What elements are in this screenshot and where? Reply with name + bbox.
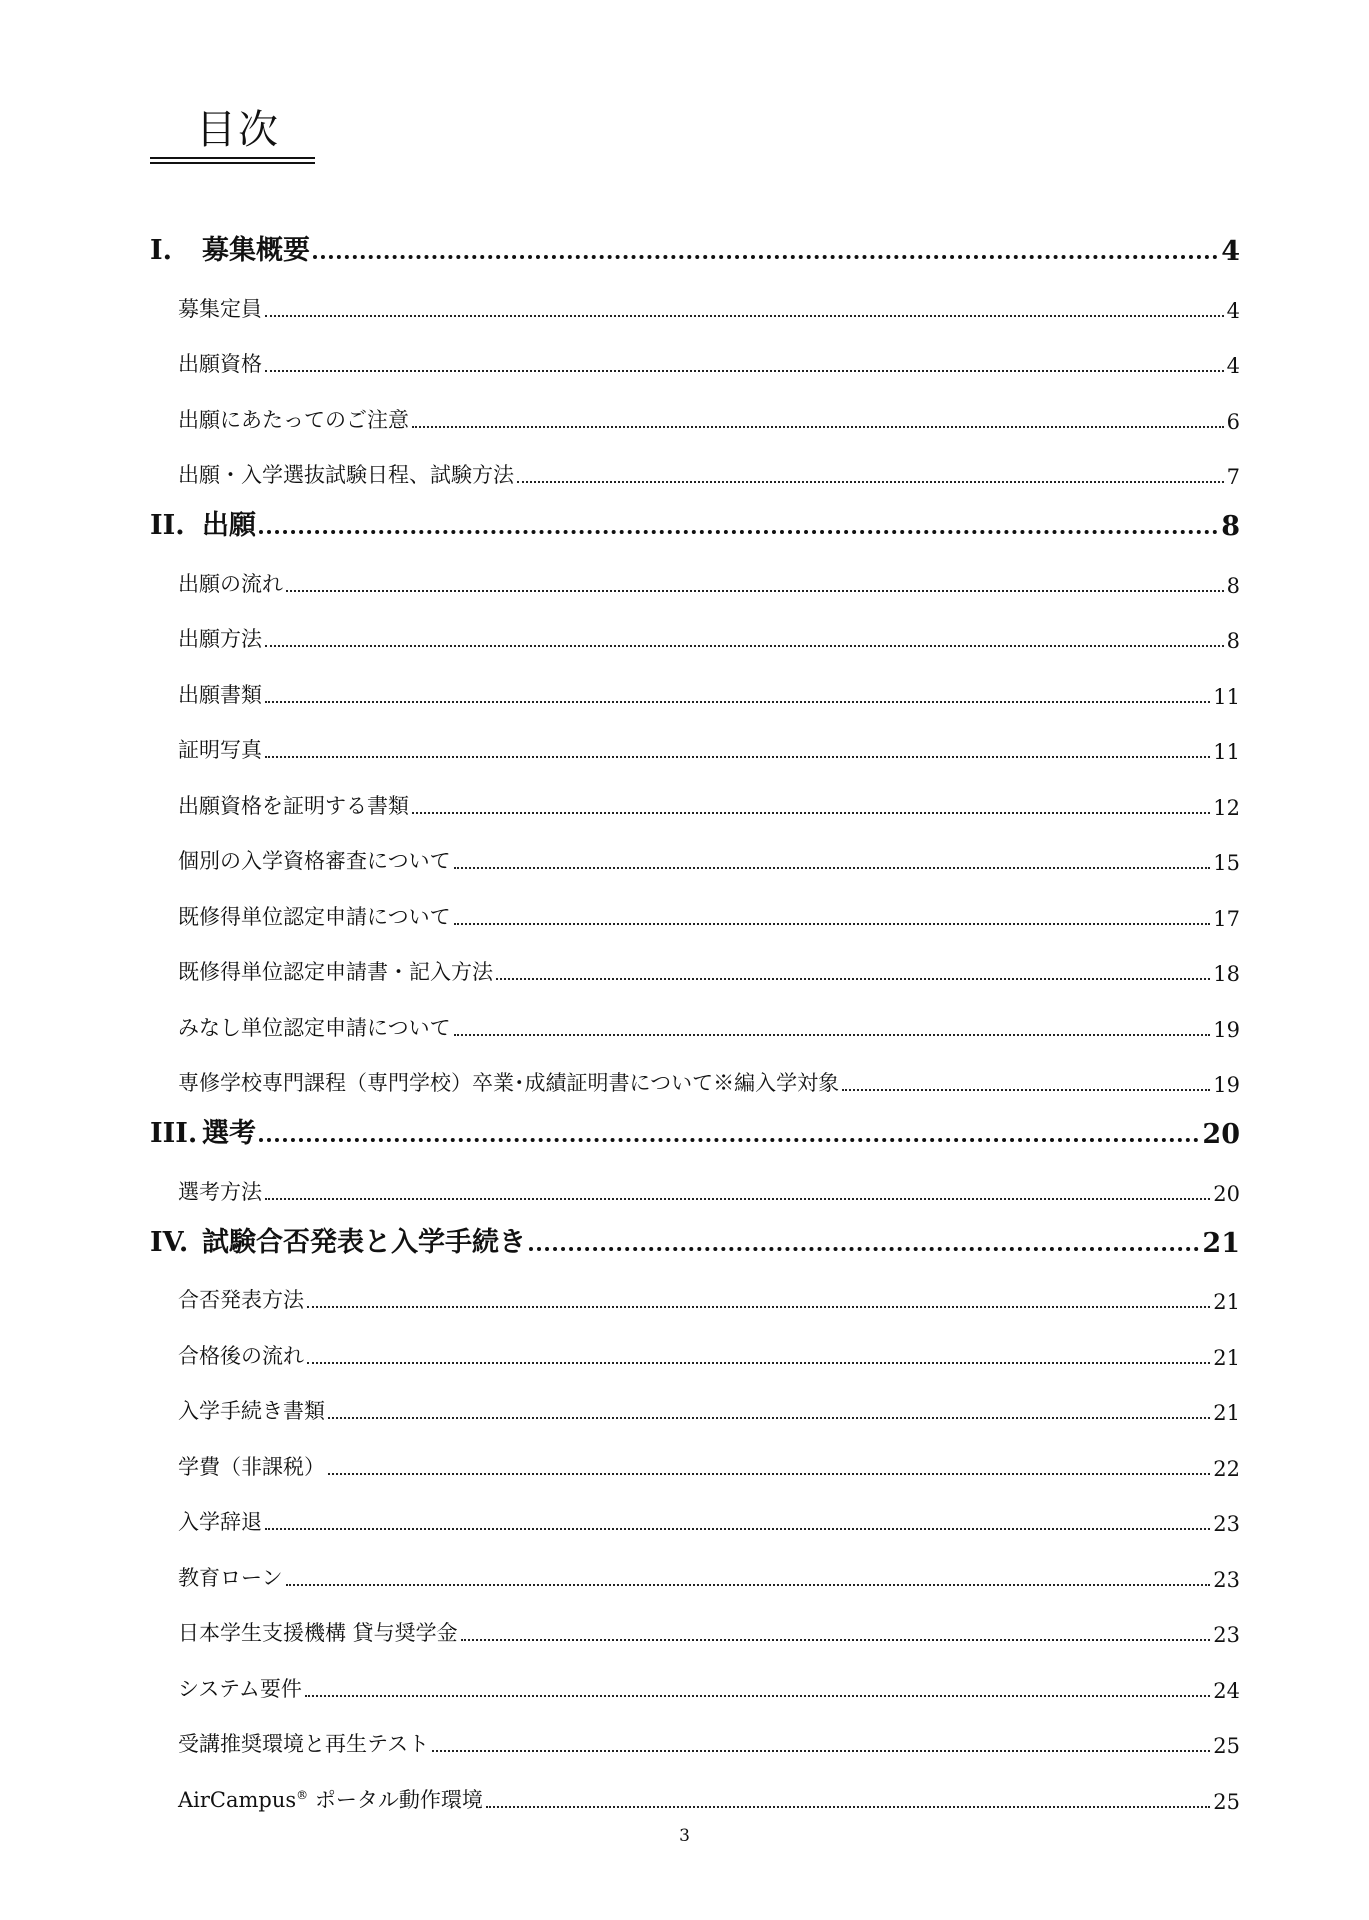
toc-entry-page: 21 [1213,1345,1240,1370]
toc-entry-page: 11 [1213,684,1240,709]
toc-section-label: 選考 [202,1118,256,1149]
toc-entry-page: 11 [1213,740,1240,764]
toc-entry-page: 25 [1213,1734,1240,1758]
dot-leader [313,255,1218,259]
dot-leader [412,812,1210,814]
toc-entry-page: 8 [1226,629,1240,653]
toc-entry-page: 23 [1213,1512,1240,1536]
toc-entry-label: 既修得単位認定申請書・記入方法 [178,960,493,984]
toc-section-label: 試験合否発表と入学手続き [202,1226,526,1258]
dot-leader [328,1473,1210,1475]
dot-leader [265,756,1210,758]
toc-entry[interactable] [150,1156,1240,1212]
toc-section-number: II. [150,510,185,541]
dot-leader [265,1198,1210,1200]
dot-leader [842,1089,1210,1091]
toc-entry-label: 出願資格を証明する書類 [178,793,409,818]
toc-entry[interactable] [150,1764,1240,1820]
toc-entry[interactable] [150,659,1240,715]
toc-entry-page: 21 [1213,1401,1240,1425]
toc-entry-label-group [178,1784,483,1820]
toc-section-label: 募集概要 [202,235,310,266]
page-title-text: 目次 [196,107,280,153]
toc-entry[interactable] [150,992,1240,1048]
dot-leader [496,978,1210,980]
dot-leader [259,1138,1199,1142]
toc-entry-page: 23 [1213,1623,1240,1647]
toc-entry[interactable] [150,1265,1240,1321]
toc-section-1[interactable] [150,220,1240,273]
toc-section-page: 20 [1202,1119,1240,1150]
title-underline-bottom [150,162,315,164]
toc-entry[interactable] [150,440,1240,496]
toc-section-heading [150,228,310,273]
toc-entry-page: 19 [1213,1073,1240,1097]
toc-entry[interactable] [150,1653,1240,1709]
toc-entry[interactable] [150,770,1240,826]
dot-leader [454,1034,1211,1036]
dot-leader [454,923,1211,925]
toc-entry-page: 4 [1226,298,1240,323]
dot-leader [259,530,1218,534]
toc-entry-label: 既修得単位認定申請について [178,904,451,929]
dot-leader [265,370,1224,372]
toc-entry-page: 7 [1226,465,1240,489]
toc-entry-label: 募集定員 [178,296,262,321]
toc-entry-label: みなし単位認定申請について [178,1015,451,1040]
dot-leader [286,590,1224,592]
toc-section-page: 8 [1221,511,1240,542]
toc-entry[interactable] [150,1598,1240,1654]
dot-leader [286,1584,1211,1586]
dot-leader [307,1306,1210,1308]
toc-entry[interactable] [150,604,1240,660]
toc-entry-label: 出願にあたってのご注意 [178,407,409,432]
table-of-contents [150,220,1240,1820]
dot-leader [265,315,1224,317]
page-number: 3 [679,1826,690,1846]
toc-entry-label: 教育ローン [178,1565,283,1590]
toc-entry[interactable] [150,548,1240,604]
toc-section-2[interactable] [150,495,1240,548]
toc-entry[interactable] [150,1431,1240,1487]
toc-entry-label: 出願書類 [178,682,262,707]
toc-entry[interactable] [150,1542,1240,1598]
toc-section-label: 出願 [202,510,256,541]
toc-entry-label: 日本学生支援機構 貸与奨学金 [178,1621,458,1645]
toc-section-number: I. [150,235,173,266]
toc-entry-label-suffix: ポータル動作環境 [308,1787,483,1812]
toc-entry[interactable] [150,1320,1240,1376]
toc-entry-page: 22 [1213,1456,1240,1481]
dot-leader [305,1695,1210,1697]
toc-entry-page: 19 [1213,1017,1240,1042]
toc-entry[interactable] [150,826,1240,882]
toc-entry[interactable] [150,881,1240,937]
toc-section-page: 21 [1202,1227,1240,1259]
dot-leader [461,1639,1211,1641]
toc-entry-label: 出願資格 [178,352,262,376]
toc-entry-page: 24 [1213,1678,1240,1703]
toc-entry-label: 出願の流れ [178,571,283,596]
toc-entry-label: 選考方法 [178,1179,262,1204]
title-underline-top [150,157,315,159]
registered-mark: ® [296,1787,309,1802]
toc-entry-label: 出願方法 [178,627,262,651]
toc-entry-page: 15 [1213,851,1240,875]
toc-entry[interactable] [150,1376,1240,1432]
toc-entry[interactable] [150,937,1240,993]
toc-entry[interactable] [150,384,1240,440]
dot-leader [265,701,1210,703]
toc-entry-page: 20 [1213,1181,1240,1206]
toc-entry[interactable] [150,715,1240,771]
toc-entry-page: 21 [1213,1290,1240,1314]
toc-entry-page: 12 [1213,795,1240,820]
toc-entry-label: 出願・入学選抜試験日程、試験方法 [178,463,514,487]
dot-leader [454,867,1211,869]
toc-entry[interactable] [150,273,1240,329]
toc-entry-label: 受講推奨環境と再生テスト [178,1732,430,1756]
dot-leader [432,1750,1210,1752]
toc-entry-page: 8 [1226,573,1240,598]
toc-section-3[interactable] [150,1103,1240,1156]
toc-section-page: 4 [1221,236,1240,267]
dot-leader [307,1362,1210,1364]
toc-entry-page: 23 [1213,1567,1240,1592]
toc-entry[interactable] [150,1048,1240,1104]
toc-entry[interactable] [150,1709,1240,1765]
dot-leader [265,1528,1210,1530]
dot-leader [328,1417,1210,1419]
toc-entry-label: 合格後の流れ [178,1343,304,1368]
toc-entry-page: 6 [1226,409,1240,434]
dot-leader [486,1806,1210,1808]
toc-entry-page: 18 [1213,962,1240,986]
toc-entry[interactable] [150,1487,1240,1543]
dot-leader [412,426,1224,428]
toc-entry-label: 証明写真 [178,738,262,762]
toc-entry-label: 専修学校専門課程（専門学校）卒業･成績証明書について※編入学対象 [178,1071,840,1095]
toc-entry[interactable] [150,329,1240,385]
toc-entry-label: 入学辞退 [178,1510,262,1534]
toc-entry-label: 入学手続き書類 [178,1399,325,1423]
page-title [150,100,315,164]
toc-entry-label: システム要件 [178,1676,302,1701]
dot-leader [265,645,1224,647]
toc-section-number: III. [150,1118,198,1149]
toc-section-number: IV. [150,1226,189,1258]
toc-entry-page: 4 [1226,354,1240,378]
toc-section-heading [150,1220,526,1265]
dot-leader [517,481,1224,483]
toc-entry-label: 学費（非課税） [178,1454,325,1479]
toc-section-heading [150,1111,256,1156]
toc-section-4[interactable] [150,1212,1240,1265]
toc-entry-label: 合否発表方法 [178,1288,304,1312]
toc-entry-page: 17 [1213,906,1240,931]
dot-leader [529,1247,1199,1251]
toc-entry-label: AirCampus [178,1787,297,1812]
toc-entry-page: 25 [1213,1789,1240,1814]
toc-section-heading [150,503,256,548]
toc-entry-label: 個別の入学資格審査について [178,849,451,873]
